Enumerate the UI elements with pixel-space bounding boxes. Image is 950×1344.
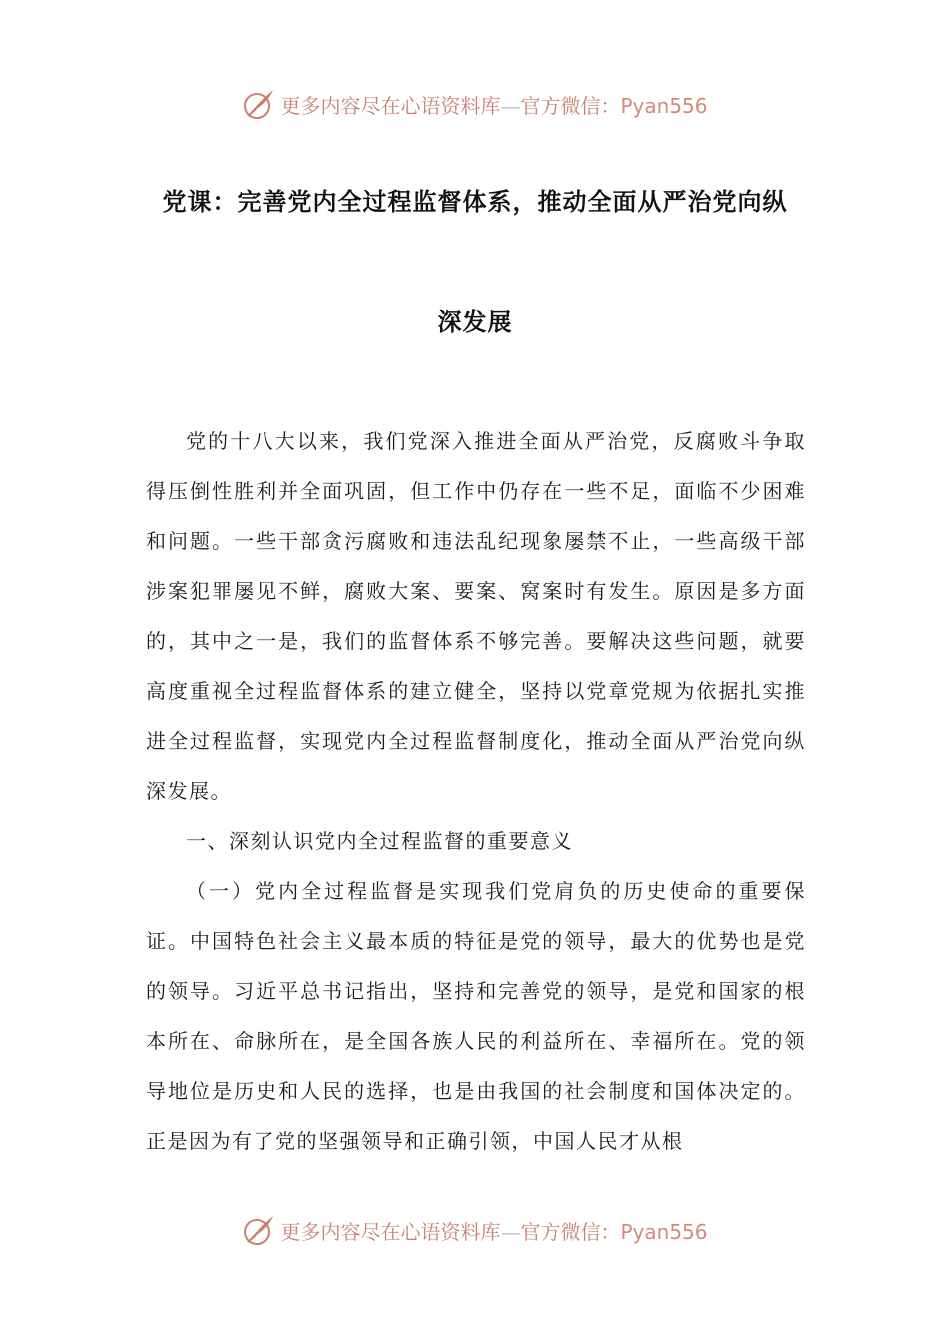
banner-site-name: 更多内容尽在心语资料库: [280, 93, 501, 118]
banner-wechat-id: Pyan556: [620, 93, 708, 118]
subsection-paragraph: （一）党内全过程监督是实现我们党肩负的历史使命的重要保证。中国特色社会主义最本质的特征是党的领导，最大的优势也是党的领导。习近平总书记指出，坚持和完善党的领导，是党和国家的根本所在、命脉所在，是全国各族人民的利益所在、幸福所在。党的领导地位是历史和人民的选择，也是由我国的社会制度和国体决定的。正是因为有了党的坚强领导和正确引领，中国人民才从根: [146, 879, 806, 1153]
banner-text: [280, 1216, 707, 1245]
footer-watermark-banner: [0, 1210, 950, 1250]
document-title-line-2: 深发展: [437, 308, 513, 336]
header-watermark-banner: [0, 84, 950, 124]
banner-text: [280, 90, 707, 119]
banner-wechat-id: Pyan556: [620, 1219, 708, 1244]
banner-wechat-label: 官方微信：: [520, 1219, 621, 1244]
banner-site-name: 更多内容尽在心语资料库: [280, 1219, 501, 1244]
section-heading: 一、深刻认识党内全过程监督的重要意义: [186, 829, 573, 853]
document-body: [146, 416, 806, 1166]
intro-paragraph: 党的十八大以来，我们党深入推进全面从严治党，反腐败斗争取得压倒性胜利并全面巩固，但工作中仍存在一些不足，面临不少困难和问题。一些干部贪污腐败和违法乱纪现象屡禁不止，一些高级干部涉案犯罪屡见不鲜，腐败大案、要案、窝案时有发生。原因是多方面的，其中之一是，我们的监督体系不够完善。要解决这些问题，就要高度重视全过程监督体系的建立健全，坚持以党章党规为依据扎实推进全过程监督，实现党内全过程监督制度化，推动全面从严治党向纵深发展。: [146, 429, 806, 803]
document-title-line-1: 党课：完善党内全过程监督体系，推动全面从严治党向纵: [162, 188, 788, 216]
quill-logo-icon: [242, 1213, 276, 1247]
banner-wechat-label: 官方微信：: [520, 93, 621, 118]
quill-logo-icon: [242, 87, 276, 121]
banner-separator: —: [500, 1219, 521, 1244]
banner-separator: —: [500, 93, 521, 118]
